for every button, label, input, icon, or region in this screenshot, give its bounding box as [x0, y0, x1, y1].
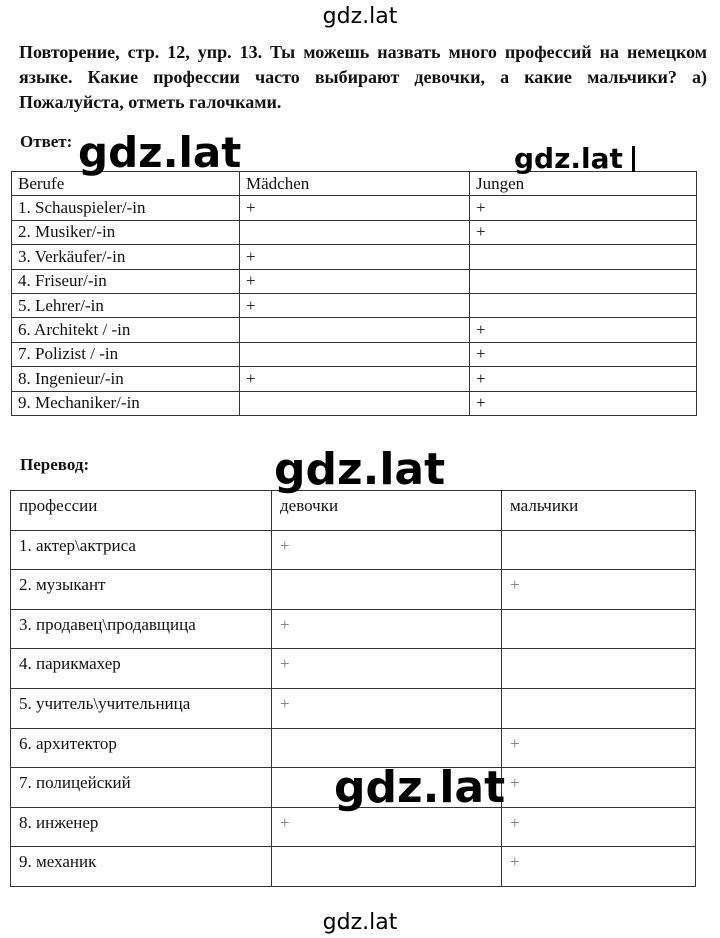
watermark-medium-2: gdz.lat: [514, 142, 623, 175]
table-row: [12, 367, 697, 391]
job-cell: 7. Polizist / -in: [12, 342, 240, 366]
job-cell: 4. парикмахер: [11, 649, 272, 689]
job-cell: 6. архитектор: [11, 728, 272, 768]
watermark-cursor-bar: [632, 146, 635, 172]
table-row: [12, 220, 697, 244]
boys-mark: +: [470, 220, 697, 244]
table-header-row: [11, 491, 696, 531]
job-cell: 4. Friseur/-in: [12, 269, 240, 293]
job-cell: 1. актер\актриса: [11, 530, 272, 570]
watermark-large-3: gdz.lat: [274, 444, 446, 495]
girls-mark: [240, 220, 470, 244]
boys-mark: +: [502, 847, 696, 887]
table-row: [12, 342, 697, 366]
girls-mark: +: [272, 609, 502, 649]
header-cell-jobs: Berufe: [12, 172, 240, 196]
watermark-top: gdz.lat: [322, 4, 398, 29]
girls-mark: +: [240, 196, 470, 220]
boys-mark: +: [470, 318, 697, 342]
boys-mark: +: [502, 728, 696, 768]
table-row: [12, 245, 697, 269]
job-cell: 3. продавец\продавщица: [11, 609, 272, 649]
watermark-bottom: gdz.lat: [322, 910, 398, 935]
job-cell: 9. Mechaniker/-in: [12, 391, 240, 415]
boys-mark: [470, 293, 697, 317]
girls-mark: +: [240, 245, 470, 269]
girls-mark: +: [240, 269, 470, 293]
table-row: [11, 847, 696, 887]
table-row: [12, 269, 697, 293]
girls-mark: +: [272, 807, 502, 847]
boys-mark: +: [470, 342, 697, 366]
job-cell: 5. учитель\учительница: [11, 688, 272, 728]
boys-mark: +: [470, 391, 697, 415]
boys-mark: [502, 609, 696, 649]
header-cell-boys: мальчики: [502, 491, 696, 531]
girls-mark: +: [272, 649, 502, 689]
girls-mark: [240, 342, 470, 366]
table-row: [11, 530, 696, 570]
job-cell: 8. Ingenieur/-in: [12, 367, 240, 391]
girls-mark: [272, 570, 502, 610]
russian-translation-table: [10, 490, 696, 887]
table-row: [12, 196, 697, 220]
girls-mark: +: [240, 293, 470, 317]
boys-mark: [502, 688, 696, 728]
boys-mark: +: [470, 196, 697, 220]
girls-mark: [240, 318, 470, 342]
table-row: [11, 688, 696, 728]
girls-mark: +: [272, 530, 502, 570]
job-cell: 7. полицейский: [11, 768, 272, 808]
job-cell: 3. Verkäufer/-in: [12, 245, 240, 269]
table-row: [12, 293, 697, 317]
translation-label: Перевод:: [20, 455, 90, 474]
header-cell-girls: девочки: [272, 491, 502, 531]
task-text: Повторение, стр. 12, упр. 13. Ты можешь назвать много профессий на немецком языке. Какие профессии часто выбирают девочки, а какие мальчики? а) Пожалуйста, отметь галочками.: [19, 42, 707, 112]
boys-mark: +: [502, 807, 696, 847]
header-cell-boys: Jungen: [470, 172, 697, 196]
job-cell: 9. механик: [11, 847, 272, 887]
girls-mark: [272, 847, 502, 887]
boys-mark: +: [470, 367, 697, 391]
boys-mark: [470, 245, 697, 269]
boys-mark: +: [502, 768, 696, 808]
table-row: [11, 807, 696, 847]
job-cell: 2. музыкант: [11, 570, 272, 610]
girls-mark: +: [240, 367, 470, 391]
answer-label: Ответ:: [20, 132, 73, 151]
table-row: [11, 649, 696, 689]
girls-mark: [240, 391, 470, 415]
job-cell: 2. Musiker/-in: [12, 220, 240, 244]
boys-mark: +: [502, 570, 696, 610]
boys-mark: [470, 269, 697, 293]
job-cell: 6. Architekt / -in: [12, 318, 240, 342]
header-cell-girls: Mädchen: [240, 172, 470, 196]
watermark-large-1: gdz.lat: [78, 128, 242, 177]
boys-mark: [502, 649, 696, 689]
job-cell: 8. инженер: [11, 807, 272, 847]
girls-mark: +: [272, 688, 502, 728]
table-row: [11, 570, 696, 610]
german-answer-table: [11, 171, 697, 416]
table-row: [12, 318, 697, 342]
header-cell-jobs: профессии: [11, 491, 272, 531]
job-cell: 1. Schauspieler/-in: [12, 196, 240, 220]
boys-mark: [502, 530, 696, 570]
table-row: [12, 391, 697, 415]
watermark-large-4: gdz.lat: [334, 762, 506, 813]
job-cell: 5. Lehrer/-in: [12, 293, 240, 317]
table-row: [11, 609, 696, 649]
